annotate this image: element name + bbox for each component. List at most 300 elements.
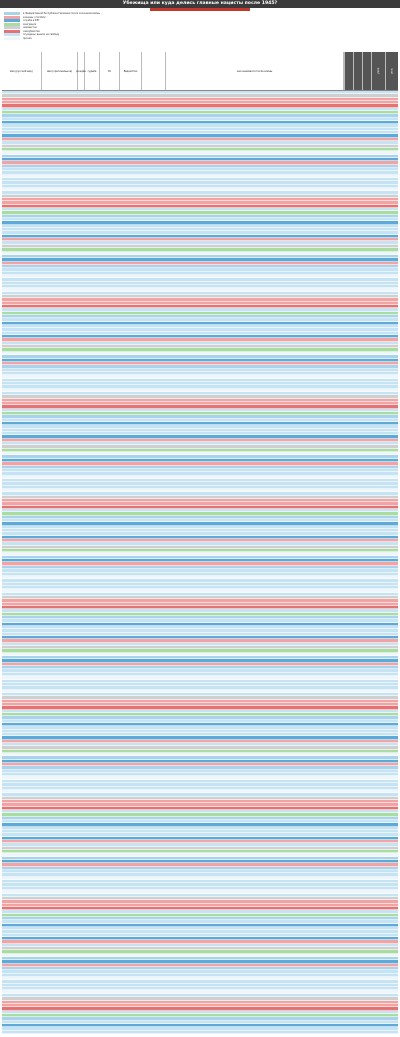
table-cell-org [120, 355, 142, 357]
table-cell-name [2, 111, 42, 113]
table-cell-yr [371, 940, 385, 942]
table-cell-n2 [353, 900, 362, 902]
table-cell-role [385, 954, 398, 956]
table-cell-n1 [344, 155, 353, 157]
table-cell-org [120, 409, 142, 411]
table-cell-year [78, 369, 85, 371]
table-cell-n1 [344, 656, 353, 658]
table-cell-name [2, 984, 42, 986]
table-cell-orig [42, 101, 78, 103]
table-cell-orig [42, 425, 78, 427]
table-cell-gap [142, 1027, 166, 1029]
table-cell-org [120, 419, 142, 421]
table-cell-n1 [344, 151, 353, 153]
table-cell-orig [42, 429, 78, 431]
table-cell-n3 [362, 957, 371, 959]
table-cell-orig [42, 636, 78, 638]
table-cell-orig [42, 352, 78, 354]
table-cell-mid [100, 633, 120, 635]
table-cell-mid [100, 532, 120, 534]
table-cell-org [120, 944, 142, 946]
table-cell-n3 [362, 950, 371, 952]
table-cell-note [166, 288, 344, 290]
table-cell-role [385, 429, 398, 431]
table-cell-gap [142, 904, 166, 906]
table-cell-note [166, 589, 344, 591]
table-cell-n1 [344, 275, 353, 277]
table-cell-n2 [353, 669, 362, 671]
table-cell-orig [42, 977, 78, 979]
table-cell-mid [100, 499, 120, 501]
table-cell-orig [42, 883, 78, 885]
table-cell-mid [100, 914, 120, 916]
table-cell-mid [100, 636, 120, 638]
table-cell-gap [142, 853, 166, 855]
table-cell-orig [42, 282, 78, 284]
table-cell-n3 [362, 248, 371, 250]
table-cell-yr [371, 927, 385, 929]
table-cell-mid [100, 1024, 120, 1026]
table-cell-year [78, 569, 85, 571]
table-cell-n2 [353, 328, 362, 330]
table-cell-n3 [362, 466, 371, 468]
table-cell-org [120, 706, 142, 708]
table-cell-orig [42, 265, 78, 267]
table-cell-n1 [344, 355, 353, 357]
table-cell-n3 [362, 392, 371, 394]
table-cell-year [78, 639, 85, 641]
table-cell-fate [85, 1011, 100, 1013]
table-cell-n3 [362, 138, 371, 140]
table-cell-org [120, 479, 142, 481]
table-cell-n3 [362, 663, 371, 665]
table-cell-note [166, 910, 344, 912]
table-cell-fate [85, 512, 100, 514]
table-cell-fate [85, 1004, 100, 1006]
table-cell-gap [142, 940, 166, 942]
table-cell-name [2, 847, 42, 849]
table-cell-gap [142, 392, 166, 394]
table-cell-org [120, 462, 142, 464]
table-cell-mid [100, 161, 120, 163]
table-cell-gap [142, 211, 166, 213]
table-cell-mid [100, 389, 120, 391]
table-cell-role [385, 526, 398, 528]
table-cell-n2 [353, 342, 362, 344]
table-cell-org [120, 258, 142, 260]
table-cell-orig [42, 292, 78, 294]
table-cell-orig [42, 603, 78, 605]
table-cell-role [385, 322, 398, 324]
table-cell-yr [371, 690, 385, 692]
table-cell-note [166, 710, 344, 712]
table-cell-yr [371, 990, 385, 992]
table-cell-role [385, 482, 398, 484]
table-cell-fate [85, 659, 100, 661]
table-cell-role [385, 218, 398, 220]
table-cell-gap [142, 669, 166, 671]
table-cell-orig [42, 830, 78, 832]
table-cell-role [385, 375, 398, 377]
table-cell-mid [100, 954, 120, 956]
table-cell-n3 [362, 579, 371, 581]
table-cell-name [2, 201, 42, 203]
table-cell-mid [100, 897, 120, 899]
table-cell-n1 [344, 833, 353, 835]
table-cell-orig [42, 1007, 78, 1009]
table-cell-org [120, 405, 142, 407]
table-cell-n3 [362, 372, 371, 374]
table-cell-orig [42, 867, 78, 869]
table-cell-name [2, 643, 42, 645]
table-cell-role [385, 790, 398, 792]
table-cell-fate [85, 141, 100, 143]
table-cell-n2 [353, 837, 362, 839]
table-cell-n2 [353, 201, 362, 203]
table-cell-yr [371, 348, 385, 350]
table-cell-n3 [362, 141, 371, 143]
table-cell-name [2, 208, 42, 210]
table-cell-n2 [353, 369, 362, 371]
table-cell-name [2, 492, 42, 494]
table-cell-mid [100, 676, 120, 678]
table-cell-n1 [344, 445, 353, 447]
table-cell-note [166, 215, 344, 217]
table-cell-yr [371, 325, 385, 327]
table-cell-yr [371, 656, 385, 658]
table-cell-orig [42, 713, 78, 715]
table-cell-org [120, 365, 142, 367]
table-cell-role [385, 352, 398, 354]
table-cell-yr [371, 867, 385, 869]
table-cell-yr [371, 756, 385, 758]
table-cell-mid [100, 883, 120, 885]
table-cell-mid [100, 1011, 120, 1013]
table-cell-mid [100, 158, 120, 160]
table-cell-name [2, 312, 42, 314]
table-cell-n3 [362, 161, 371, 163]
table-cell-n1 [344, 950, 353, 952]
table-cell-n1 [344, 596, 353, 598]
table-cell-note [166, 392, 344, 394]
table-cell-role [385, 165, 398, 167]
table-cell-n1 [344, 937, 353, 939]
table-cell-fate [85, 419, 100, 421]
table-cell-note [166, 429, 344, 431]
table-cell-note [166, 562, 344, 564]
table-cell-name [2, 225, 42, 227]
table-cell-year [78, 690, 85, 692]
table-cell-note [166, 245, 344, 247]
table-cell-year [78, 292, 85, 294]
table-cell-year [78, 853, 85, 855]
table-cell-role [385, 887, 398, 889]
table-cell-gap [142, 810, 166, 812]
table-cell-fate [85, 422, 100, 424]
table-cell-note [166, 486, 344, 488]
table-cell-n2 [353, 904, 362, 906]
table-cell-orig [42, 472, 78, 474]
table-cell-n3 [362, 255, 371, 257]
table-cell-name [2, 743, 42, 745]
table-cell-gap [142, 967, 166, 969]
table-cell-mid [100, 583, 120, 585]
table-cell-orig [42, 987, 78, 989]
table-cell-gap [142, 676, 166, 678]
table-cell-orig [42, 121, 78, 123]
table-cell-mid [100, 141, 120, 143]
table-cell-name [2, 753, 42, 755]
table-cell-yr [371, 813, 385, 815]
table-cell-org [120, 920, 142, 922]
table-cell-name [2, 372, 42, 374]
header-col-n2 [353, 52, 362, 90]
table-cell-mid [100, 168, 120, 170]
table-cell-mid [100, 496, 120, 498]
table-cell-mid [100, 148, 120, 150]
table-cell-n2 [353, 1027, 362, 1029]
table-cell-yr [371, 960, 385, 962]
table-cell-role [385, 419, 398, 421]
table-cell-n1 [344, 787, 353, 789]
table-cell-fate [85, 800, 100, 802]
table-cell-role [385, 412, 398, 414]
table-cell-n1 [344, 947, 353, 949]
table-cell-orig [42, 499, 78, 501]
table-cell-name [2, 409, 42, 411]
table-cell-role [385, 532, 398, 534]
table-cell-year [78, 800, 85, 802]
table-cell-year [78, 492, 85, 494]
table-cell-role [385, 994, 398, 996]
table-cell-org [120, 536, 142, 538]
table-cell-n2 [353, 706, 362, 708]
table-cell-n1 [344, 977, 353, 979]
table-cell-yr [371, 883, 385, 885]
table-cell-name [2, 295, 42, 297]
table-cell-n2 [353, 231, 362, 233]
table-cell-role [385, 415, 398, 417]
table-cell-name [2, 238, 42, 240]
table-cell-n1 [344, 489, 353, 491]
table-cell-n1 [344, 870, 353, 872]
table-cell-note [166, 272, 344, 274]
table-cell-mid [100, 362, 120, 364]
table-cell-gap [142, 265, 166, 267]
table-cell-role [385, 666, 398, 668]
table-cell-gap [142, 255, 166, 257]
table-cell-n2 [353, 235, 362, 237]
table-cell-gap [142, 997, 166, 999]
table-cell-mid [100, 649, 120, 651]
legend-swatch [4, 23, 20, 26]
table-cell-mid [100, 1027, 120, 1029]
table-cell-name [2, 673, 42, 675]
table-cell-fate [85, 894, 100, 896]
table-cell-name [2, 940, 42, 942]
table-cell-year [78, 198, 85, 200]
table-cell-mid [100, 1021, 120, 1023]
table-cell-n1 [344, 552, 353, 554]
table-cell-n3 [362, 482, 371, 484]
table-cell-name [2, 586, 42, 588]
table-cell-org [120, 850, 142, 852]
table-cell-gap [142, 569, 166, 571]
table-cell-orig [42, 241, 78, 243]
table-cell-name [2, 1021, 42, 1023]
table-cell-name [2, 405, 42, 407]
table-cell-fate [85, 165, 100, 167]
table-cell-n1 [344, 148, 353, 150]
table-cell-gap [142, 562, 166, 564]
table-cell-mid [100, 312, 120, 314]
table-cell-fate [85, 1031, 100, 1033]
table-cell-yr [371, 706, 385, 708]
table-cell-n1 [344, 569, 353, 571]
table-cell-n1 [344, 108, 353, 110]
table-cell-note [166, 593, 344, 595]
table-cell-n2 [353, 275, 362, 277]
table-cell-gap [142, 760, 166, 762]
table-cell-note [166, 750, 344, 752]
table-cell-n3 [362, 519, 371, 521]
table-cell-note [166, 442, 344, 444]
table-cell-orig [42, 128, 78, 130]
table-cell-fate [85, 683, 100, 685]
table-cell-fate [85, 1021, 100, 1023]
table-cell-gap [142, 155, 166, 157]
table-cell-year [78, 262, 85, 264]
table-cell-n1 [344, 546, 353, 548]
table-cell-gap [142, 787, 166, 789]
table-cell-n2 [353, 920, 362, 922]
table-cell-orig [42, 506, 78, 508]
table-cell-n2 [353, 930, 362, 932]
table-cell-org [120, 643, 142, 645]
table-cell-mid [100, 760, 120, 762]
table-cell-orig [42, 756, 78, 758]
table-cell-gap [142, 987, 166, 989]
table-cell-name [2, 369, 42, 371]
table-cell-orig [42, 221, 78, 223]
table-cell-n3 [362, 241, 371, 243]
table-cell-gap [142, 509, 166, 511]
table-cell-mid [100, 382, 120, 384]
table-cell-gap [142, 218, 166, 220]
table-cell-role [385, 338, 398, 340]
table-cell-mid [100, 803, 120, 805]
table-cell-n3 [362, 429, 371, 431]
table-cell-orig [42, 843, 78, 845]
table-cell-n2 [353, 1021, 362, 1023]
table-cell-fate [85, 736, 100, 738]
table-cell-yr [371, 649, 385, 651]
table-cell-n1 [344, 954, 353, 956]
table-cell-n3 [362, 646, 371, 648]
table-cell-year [78, 837, 85, 839]
table-cell-mid [100, 817, 120, 819]
table-cell-orig [42, 208, 78, 210]
legend-label: служба в ФРГ [23, 19, 40, 23]
table-cell-n1 [344, 529, 353, 531]
table-cell-n1 [344, 486, 353, 488]
table-cell-mid [100, 790, 120, 792]
table-cell-n1 [344, 509, 353, 511]
table-cell-note [166, 352, 344, 354]
table-cell-orig [42, 365, 78, 367]
table-cell-note [166, 766, 344, 768]
table-cell-yr [371, 593, 385, 595]
table-cell-orig [42, 469, 78, 471]
table-cell-year [78, 619, 85, 621]
table-cell-n2 [353, 606, 362, 608]
table-cell-gap [142, 442, 166, 444]
table-cell-orig [42, 813, 78, 815]
table-cell-org [120, 723, 142, 725]
table-cell-year [78, 322, 85, 324]
table-cell-n3 [362, 1031, 371, 1033]
table-cell-mid [100, 924, 120, 926]
table-cell-role [385, 155, 398, 157]
table-cell-orig [42, 766, 78, 768]
table-cell-n2 [353, 696, 362, 698]
table-cell-org [120, 385, 142, 387]
table-cell-role [385, 760, 398, 762]
table-cell-gap [142, 342, 166, 344]
table-cell-mid [100, 342, 120, 344]
table-cell-n3 [362, 676, 371, 678]
table-cell-role [385, 696, 398, 698]
table-cell-n3 [362, 669, 371, 671]
table-cell-gap [142, 315, 166, 317]
table-cell-orig [42, 455, 78, 457]
table-cell-gap [142, 158, 166, 160]
table-cell-org [120, 1017, 142, 1019]
table-cell-n3 [362, 275, 371, 277]
table-cell-gap [142, 121, 166, 123]
table-cell-n1 [344, 499, 353, 501]
table-cell-role [385, 924, 398, 926]
table-cell-mid [100, 666, 120, 668]
table-cell-orig [42, 873, 78, 875]
table-cell-gap [142, 843, 166, 845]
table-cell-mid [100, 345, 120, 347]
table-cell-org [120, 857, 142, 859]
table-cell-n1 [344, 185, 353, 187]
table-cell-note [166, 211, 344, 213]
table-cell-role [385, 820, 398, 822]
table-cell-n3 [362, 860, 371, 862]
table-cell-year [78, 746, 85, 748]
table-cell-yr [371, 823, 385, 825]
table-cell-org [120, 335, 142, 337]
table-cell-year [78, 666, 85, 668]
table-cell-mid [100, 770, 120, 772]
table-cell-org [120, 455, 142, 457]
table-cell-fate [85, 442, 100, 444]
table-cell-role [385, 613, 398, 615]
table-cell-yr [371, 409, 385, 411]
table-cell-org [120, 375, 142, 377]
table-cell-yr [371, 121, 385, 123]
table-cell-yr [371, 231, 385, 233]
table-cell-n1 [344, 944, 353, 946]
table-cell-org [120, 435, 142, 437]
table-cell-n2 [353, 482, 362, 484]
table-cell-fate [85, 258, 100, 260]
table-cell-n1 [344, 205, 353, 207]
table-cell-role [385, 282, 398, 284]
